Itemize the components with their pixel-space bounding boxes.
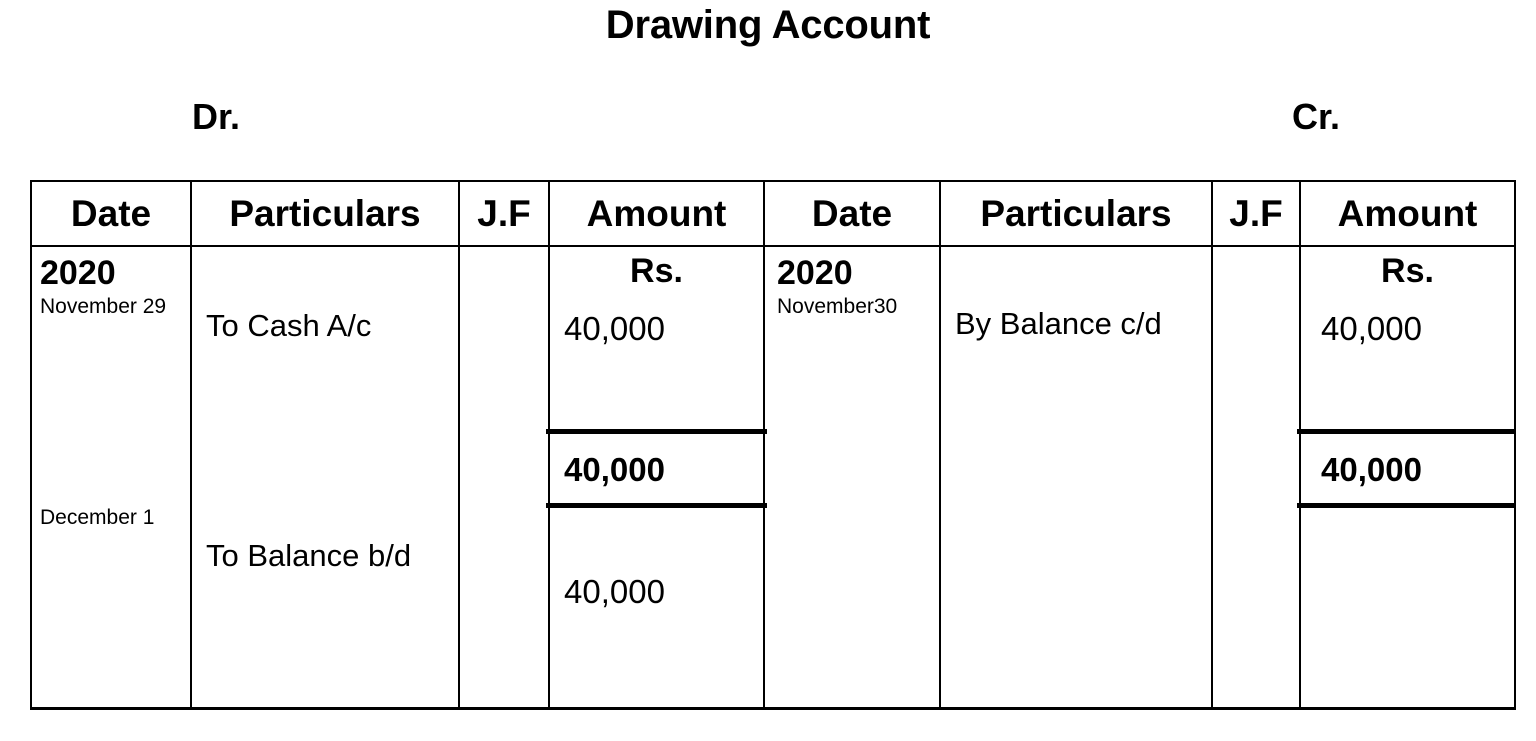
- header-label-jf-credit: J.F: [1229, 192, 1283, 234]
- debit-currency-symbol: Rs.: [630, 252, 683, 290]
- page-title: Drawing Account: [605, 3, 931, 47]
- debit-entry-1-amount: 40,000: [564, 310, 665, 347]
- header-label-particulars-debit: Particulars: [229, 192, 421, 234]
- header-cell-date-debit: [32, 182, 192, 245]
- credit-date-block-1: [765, 247, 939, 320]
- cell-jf-debit: [460, 247, 550, 708]
- header-cell-particulars-credit: [941, 182, 1213, 245]
- header-label-date-debit: Date: [70, 192, 152, 234]
- table-body: [32, 247, 1514, 708]
- debit-date-block-1: [32, 247, 190, 320]
- debit-entry-2-date: December 1: [40, 506, 155, 529]
- credit-side-label: Cr.: [1292, 96, 1341, 137]
- credit-entry-1-date: November30: [777, 295, 898, 318]
- header-cell-particulars-debit: [192, 182, 460, 245]
- header-label-date-credit: Date: [811, 192, 893, 234]
- credit-year: 2020: [777, 254, 853, 292]
- header-cell-amount-debit: [550, 182, 765, 245]
- header-label-jf-debit: J.F: [477, 192, 531, 234]
- debit-year: 2020: [40, 254, 116, 292]
- cell-date-credit: [765, 247, 941, 708]
- credit-total-amount: 40,000: [1321, 451, 1422, 488]
- cell-particulars-debit: [192, 247, 460, 708]
- credit-total-rule-bottom: [1297, 503, 1514, 508]
- debit-amount-inner: [550, 247, 763, 708]
- ledger-table: [30, 180, 1516, 710]
- debit-entry-2-particulars: To Balance b/d: [206, 538, 412, 573]
- credit-entry-1-amount: 40,000: [1321, 310, 1422, 347]
- header-label-amount-debit: Amount: [586, 192, 727, 234]
- credit-entry-1-particulars: By Balance c/d: [955, 306, 1162, 341]
- table-header-row: [32, 182, 1514, 247]
- debit-date-block-2: [40, 505, 154, 531]
- header-cell-amount-credit: [1301, 182, 1514, 245]
- header-cell-jf-credit: [1213, 182, 1301, 245]
- cell-amount-credit: [1301, 247, 1514, 708]
- credit-currency-symbol: Rs.: [1381, 252, 1434, 290]
- cell-jf-credit: [1213, 247, 1301, 708]
- debit-side-label: Dr.: [192, 96, 241, 137]
- debit-total-amount: 40,000: [564, 451, 665, 488]
- header-cell-date-credit: [765, 182, 941, 245]
- cell-amount-debit: [550, 247, 765, 708]
- debit-entry-1-particulars: To Cash A/c: [206, 308, 372, 343]
- cell-particulars-credit: [941, 247, 1213, 708]
- debit-total-rule-top: [546, 429, 767, 434]
- debit-total-rule-bottom: [546, 503, 767, 508]
- header-cell-jf-debit: [460, 182, 550, 245]
- credit-total-rule-top: [1297, 429, 1514, 434]
- header-label-particulars-credit: Particulars: [980, 192, 1172, 234]
- header-label-amount-credit: Amount: [1337, 192, 1478, 234]
- cell-date-debit: [32, 247, 192, 708]
- credit-amount-inner: [1301, 247, 1514, 708]
- debit-entry-1-date: November 29: [40, 295, 167, 318]
- debit-entry-2-amount: 40,000: [564, 573, 665, 610]
